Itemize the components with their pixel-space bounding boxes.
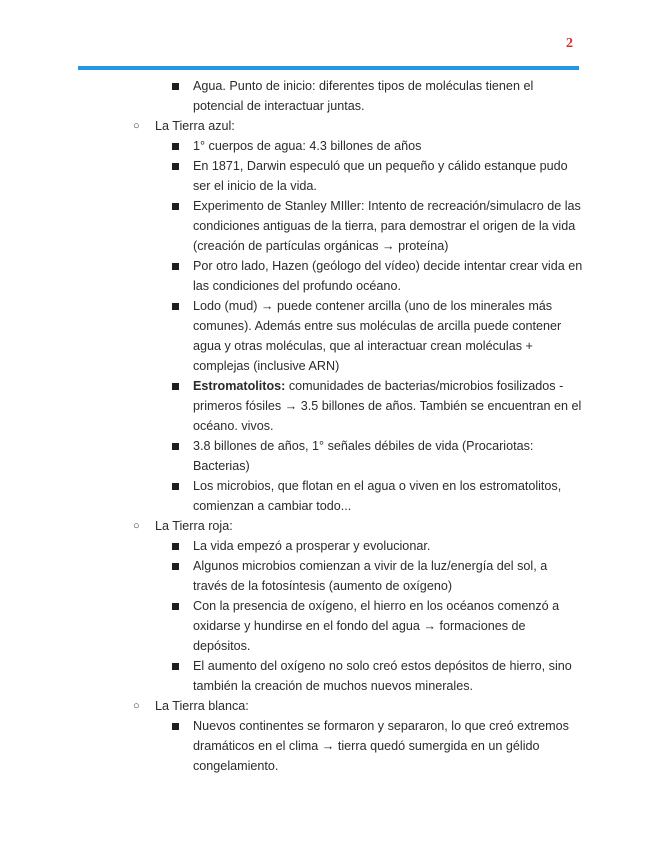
section-heading: ○ La Tierra azul: xyxy=(0,116,655,136)
square-bullet-icon xyxy=(172,443,179,450)
list-item: El aumento del oxígeno no solo creó estos depósitos de hierro, sino también la creación de muchos nuevos minerales. xyxy=(0,656,655,696)
list-item: Lodo (mud) → puede contener arcilla (uno de los minerales más comunes). Además entre sus moléculas de arcilla puede contener agua y otras moléculas, que al interactuar crean moléculas + complejas (inclusive ARN) xyxy=(0,296,655,376)
square-bullet-icon xyxy=(172,563,179,570)
circle-bullet-icon: ○ xyxy=(133,120,140,132)
list-item: 1° cuerpos de agua: 4.3 billones de años xyxy=(0,136,655,156)
list-item: La vida empezó a prosperar y evolucionar. xyxy=(0,536,655,556)
circle-bullet-icon: ○ xyxy=(133,700,140,712)
square-bullet-icon xyxy=(172,723,179,730)
list-item: Experimento de Stanley MIller: Intento de recreación/simulacro de las condiciones antiguas de la tierra, para demostrar el origen de la vida (creación de partículas orgánicas → proteína) xyxy=(0,196,655,256)
square-bullet-icon xyxy=(172,603,179,610)
square-bullet-icon xyxy=(172,263,179,270)
square-bullet-icon xyxy=(172,163,179,170)
square-bullet-icon xyxy=(172,383,179,390)
list-item: Algunos microbios comienzan a vivir de la luz/energía del sol, a través de la fotosíntesis (aumento de oxígeno) xyxy=(0,556,655,596)
square-bullet-icon xyxy=(172,83,179,90)
list-item: Agua. Punto de inicio: diferentes tipos de moléculas tienen el potencial de interactuar juntas. xyxy=(0,76,655,116)
list-item: Con la presencia de oxígeno, el hierro en los océanos comenzó a oxidarse y hundirse en el fondo del agua → formaciones de depósitos. xyxy=(0,596,655,656)
list-item: 3.8 billones de años, 1° señales débiles de vida (Procariotas: Bacterias) xyxy=(0,436,655,476)
square-bullet-icon xyxy=(172,543,179,550)
document-body xyxy=(0,76,655,776)
square-bullet-icon xyxy=(172,663,179,670)
circle-bullet-icon: ○ xyxy=(133,520,140,532)
header-rule xyxy=(78,66,579,70)
list-item: Nuevos continentes se formaron y separaron, lo que creó extremos dramáticos en el clima → tierra quedó sumergida en un gélido congelamiento. xyxy=(0,716,655,776)
list-item: Por otro lado, Hazen (geólogo del vídeo) decide intentar crear vida en las condiciones del profundo océano. xyxy=(0,256,655,296)
square-bullet-icon xyxy=(172,483,179,490)
section-heading: ○ La Tierra blanca: xyxy=(0,696,655,716)
page-number: 2 xyxy=(566,36,573,51)
list-item: Estromatolitos: comunidades de bacterias/microbios fosilizados - primeros fósiles → 3.5 billones de años. También se encuentran en el océano. vivos. xyxy=(0,376,655,436)
section-heading: ○ La Tierra roja: xyxy=(0,516,655,536)
square-bullet-icon xyxy=(172,303,179,310)
square-bullet-icon xyxy=(172,203,179,210)
list-item: En 1871, Darwin especuló que un pequeño y cálido estanque pudo ser el inicio de la vida. xyxy=(0,156,655,196)
list-item: Los microbios, que flotan en el agua o viven en los estromatolitos, comienzan a cambiar todo... xyxy=(0,476,655,516)
square-bullet-icon xyxy=(172,143,179,150)
